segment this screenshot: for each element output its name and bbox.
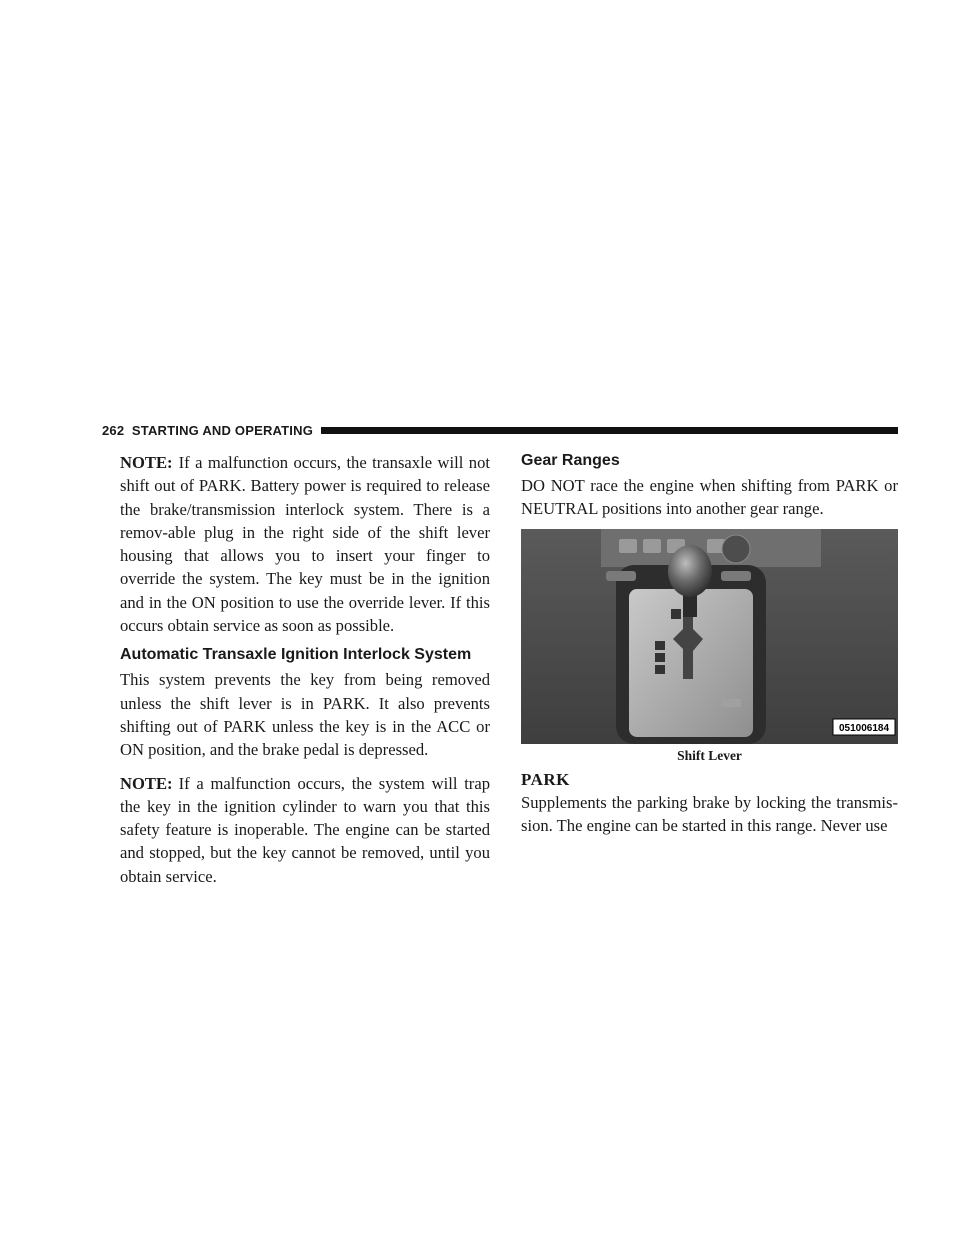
park-heading: PARK (521, 769, 570, 789)
body-paragraph: This system prevents the key from being removed unless the shift lever is in PARK. It also prevents shifting out of PARK unless the key is in the ACC or ON position, and the brake pedal is depressed. (120, 670, 490, 760)
section-heading: Gear Ranges (521, 452, 620, 469)
section-heading: Automatic Transaxle Ignition Interlock System (120, 646, 472, 664)
figure-caption: Shift Lever (677, 747, 742, 763)
gear-p (671, 609, 681, 619)
note-text: If a malfunction occurs, the transaxle will not shift out of PARK. Battery power is required to release the brake/transmission interlock system. There is a remov-able plug in the right side of the shift lever housing that allows you to insert your finger to override the system. The key must be in the ignition and in the ON position to use the override lever. If this occurs obtain service as soon as possible. (120, 453, 490, 636)
note-label: NOTE: (120, 453, 173, 472)
gear-d (655, 665, 665, 674)
body-paragraph: DO NOT race the engine when shifting from PARK or NEUTRAL positions into another gear range. (521, 476, 898, 519)
body-paragraph: Supplements the parking brake by locking the transmis-sion. The engine can be started in this range. Never use (521, 792, 898, 835)
seat-heater-button (619, 539, 637, 553)
shift-knob (668, 545, 712, 597)
note-label: NOTE: (120, 773, 173, 793)
right-column (521, 451, 898, 837)
gear-n (655, 653, 665, 662)
shift-lever-figure (521, 529, 898, 744)
note-paragraph (120, 451, 490, 637)
note-paragraph (120, 772, 490, 888)
left-column (120, 451, 490, 888)
header-rule (321, 427, 898, 434)
figure-code: 051006184 (838, 722, 890, 734)
panel-button (643, 539, 661, 553)
note-text: If a malfunction occurs, the system will trap the key in the ignition cylinder to warn you that this safety feature is inoperable. The engine can be started and stopped, but the key cannot be removed, until you obtain service. (120, 773, 490, 886)
gear-r (655, 641, 665, 650)
page-header (102, 419, 898, 441)
power-outlet-icon (722, 535, 750, 563)
page-number: 262 STARTING AND OPERATING (102, 422, 314, 438)
section-title: STARTING AND OPERATING (131, 422, 314, 438)
